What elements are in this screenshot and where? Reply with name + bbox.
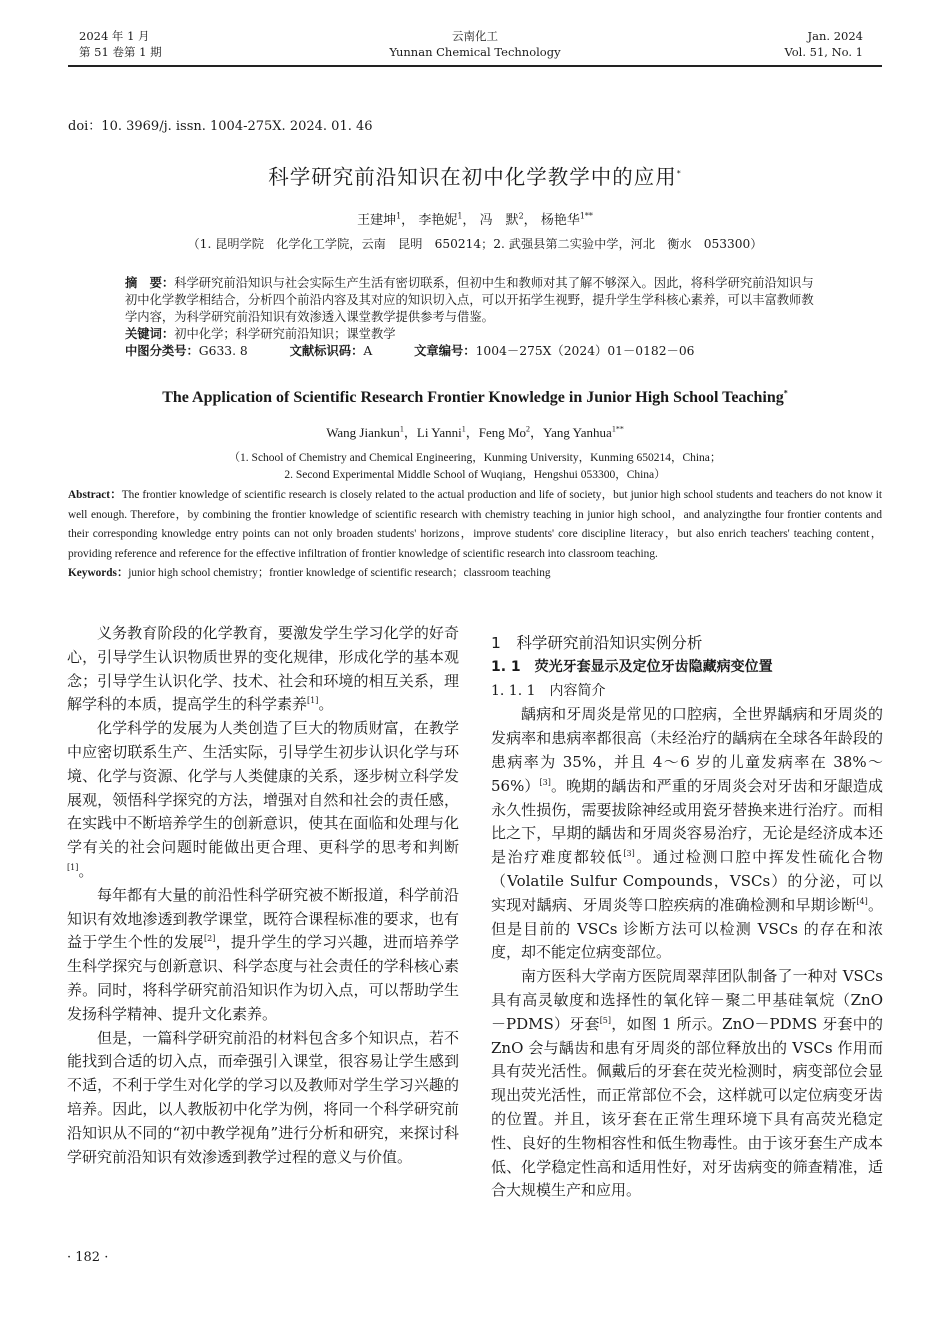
citation: [5] — [599, 1015, 612, 1025]
author-en-affil-mark: 1 — [399, 424, 404, 434]
body-paragraph — [67, 622, 459, 717]
keywords-en — [68, 564, 882, 584]
doi: doi：10. 3969/j. issn. 1004-275X. 2024. 01. 46 — [68, 119, 373, 134]
abstract-cn-body — [125, 275, 825, 326]
header-rule — [68, 65, 882, 67]
paragraph-end: 。 — [78, 861, 94, 880]
citation: [2] — [204, 934, 216, 944]
paper-title-en — [0, 389, 950, 407]
author-affil-mark: 2 — [518, 211, 524, 221]
paragraph-text: 但是，一篇科学研究前沿的材料包含多个知识点，若不能找到合适的切入点，而牵强引入课堂，很容易让学生感到不适，不利于学生对化学的学习以及教师对学生学习兴趣的培养。因此，以人教版初中化学为例，将同一个科学研究前沿知识从不同的“初中教学视角”进行分析和研究，来探讨科学研究前沿知识有效渗透到教学过程的意义与价值。 — [67, 1028, 459, 1166]
journal-name-en: Yunnan Chemical Technology — [389, 45, 561, 59]
author-name: 王建坤 — [357, 213, 397, 228]
paragraph-text: 每年都有大量的前沿性科学研究被不断报道，科学前沿知识有效地渗透到教学课堂，既符合课程标准的要求，也有益于学生个性的发展 — [67, 885, 459, 952]
keywords-cn — [125, 326, 825, 343]
keywords-cn-text: 初中化学；科学研究前沿知识；课堂教学 — [174, 327, 396, 341]
section-heading: 1 科学研究前沿知识实例分析 — [491, 634, 703, 652]
page-number: · 182 · — [67, 1250, 109, 1265]
clc-label: 中图分类号： — [125, 344, 199, 358]
author-en-affil-mark: 1** — [611, 424, 624, 434]
paragraph-text: 。通过检测口腔中挥发性硫化合物（Volatile Sulfur Compounds，VSCs）的分泌，可以实现对龋病、牙周炎等口腔疾病的准确检测和早期诊断 — [491, 848, 883, 914]
citation: [3] — [623, 849, 635, 859]
author-affil-mark: 1** — [579, 211, 593, 221]
author-name: 杨艳华 — [540, 213, 580, 228]
author-name-en: Yang Yanhua — [543, 425, 612, 440]
header-volume: 第 51 卷第 1 期 — [79, 45, 162, 59]
classification-line — [125, 343, 825, 360]
author-list: 王建坤$^1$， 李艳妮$^1$， 冯 默$^2$， 杨艳华$^{1**}$ — [357, 211, 593, 228]
abstract-en-label: Abstract： — [68, 489, 122, 501]
subsubsection-heading: 1. 1. 1 内容简介 — [491, 682, 606, 699]
header-right — [784, 28, 863, 60]
author-name-en: Li Yanni — [416, 425, 462, 440]
subsection-heading: 1. 1 荧光牙套显示及定位牙齿隐藏病变位置 — [491, 658, 773, 675]
body-paragraph — [67, 1027, 459, 1170]
doc-code-value: A — [363, 344, 373, 358]
keywords-en-label: Keywords： — [68, 567, 129, 579]
abstract-en-body — [68, 486, 882, 564]
author-en-affil-mark: 1 — [461, 424, 466, 434]
citation: [4] — [856, 896, 868, 906]
title-footnote-mark: * — [676, 169, 682, 179]
paper-title — [0, 160, 950, 190]
abstract-en-text: The frontier knowledge of scientific research is closely related to the actual production and life of society，but junior high school students and teachers do not know it well enough. Therefore，by combining the frontier knowledge of scientific research with chemistry teaching in junior high school，and analyzingthe four frontier contents and their corresponding knowledge entry points can not only broaden students' horizons，improve students' core discipline literacy，but also enrich teachers' teaching content，providing reference and reference for the effective infiltration of frontier knowledge of scientific research into classroom teaching. — [68, 489, 882, 560]
author-affil-mark: 1 — [396, 211, 402, 221]
author-affil-mark: 1 — [457, 211, 463, 221]
author-name: 李艳妮 — [418, 213, 458, 228]
journal-name-cn: 云南化工 — [452, 29, 498, 43]
affiliation-en-line1: （1. School of Chemistry and Chemical Engineering，Kunming University，Kunming 650214，China； — [228, 452, 722, 464]
body-column-left — [67, 622, 459, 1169]
paragraph-text: 南方医科大学南方医院周翠萍团队制备了一种对 VSCs 具有高灵敏度和选择性的氧化锌－聚二甲基硅氧烷（ZnO－PDMS）牙套 — [491, 967, 883, 1033]
article-no-label: 文章编号： — [414, 344, 476, 358]
keywords-cn-label: 关键词： — [125, 327, 175, 341]
header-volume-en: Vol. 51, No. 1 — [784, 45, 863, 59]
body-paragraph — [67, 884, 459, 1027]
paragraph-text: 。但是目前的 VSCs 诊断方法可以检测 VSCs 的存在和浓度，却不能定位病变部位。 — [491, 895, 883, 962]
body-paragraph — [67, 717, 459, 884]
paragraph-text: 化学科学的发展为人类创造了巨大的物质财富，在教学中应密切联系生产、生活实际，引导学生初步认识化学与环境、化学与资源、化学与人类健康的关系，逐步树立科学发展观，领悟科学探究的方法，增强对自然和社会的责任感，在实践中不断培养学生的创新意识，使其在面临和处理与化学有关的社会问题时能做出更合理、更科学的思考和判断 — [67, 719, 459, 857]
paper-title-text: 科学研究前沿知识在初中化学教学中的应用 — [268, 165, 677, 189]
citation: [1] — [307, 696, 319, 706]
paper-title-en-text: The Application of Scientific Research Frontier Knowledge in Junior High School Teaching — [162, 389, 784, 406]
paragraph-text: 。晚期的龋齿和严重的牙周炎会对牙齿和牙龈造成永久性损伤，需要拔除神经或用瓷牙替换来进行治疗。而相比之下，早期的龋齿和牙周炎容易治疗，无论是经济成本还是治疗难度都较低 — [491, 776, 883, 867]
keywords-en-text: junior high school chemistry；frontier knowledge of scientific research；classroom teaching — [128, 567, 551, 579]
title-en-footnote-mark: * — [783, 388, 788, 398]
header-date-en: Jan. 2024 — [807, 29, 863, 43]
header-date: 2024 年 1 月 — [79, 29, 150, 43]
body-paragraph — [491, 965, 883, 1203]
abstract-cn-text: 科学研究前沿知识与社会实际生产生活有密切联系，但初中生和教师对其了解不够深入。因此，将科学研究前沿知识与初中化学教学相结合，分析四个前沿内容及其对应的知识切入点，可以开拓学生视野，提升学生学科核心素养，可以丰富教师教学内容，为科学研究前沿知识有效渗透入课堂教学提供参考与借鉴。 — [125, 276, 814, 324]
clc-value: G633. 8 — [198, 344, 248, 358]
citation: [1] — [67, 862, 79, 872]
author-list-en: Wang Jiankun$^1$，Li Yanni$^1$，Feng Mo$^2$，Yang Yanhua$^{1**}$ — [326, 424, 624, 440]
paragraph-end: ，提升学生的学习兴趣，进而培养学生科学探究与创新意识、科学态度与社会责任的学科核心素养。同时，将科学研究前沿知识作为切入点，可以帮助学生发扬科学精神、提升文化素养。 — [67, 933, 459, 1023]
author-en-affil-mark: 2 — [526, 424, 531, 434]
author-name-en: Feng Mo — [478, 425, 527, 440]
affiliation-en-line2: 2. Second Experimental Middle School of Wuqiang，Hengshui 053300，China） — [284, 469, 666, 481]
abstract-cn — [125, 275, 825, 360]
paragraph-end: 。 — [318, 695, 334, 714]
paragraph-text: 义务教育阶段的化学教育，要激发学生学习化学的好奇心，引导学生认识物质世界的变化规律，形成化学的基本观念；引导学生认识化学、技术、社会和环境的相互关系，理解学科的本质，提高学生的科学素养 — [67, 624, 459, 714]
paragraph-text: ，如图 1 所示。ZnO－PDMS 牙套中的 ZnO 会与龋齿和患有牙周炎的部位释放出的 VSCs 作用而具有荧光活性。佩戴后的牙套在荧光检测时，病变部位会显现出荧光活性，而正常部位不会，这样就可以定位病变牙齿的位置。并且，该牙套在正常生理环境下具有高荧光稳定性、良好的生物相容性和低生物毒性。由于该牙套生产成本低、化学稳定性高和适用性好，对牙齿病变的筛查精准，适合大规模生产和应用。 — [491, 1014, 884, 1200]
doc-code-label: 文献标识码： — [289, 344, 364, 358]
affiliation: （1. 昆明学院 化学化工学院，云南 昆明 650214；2. 武强县第二实验中学，河北 衡水 053300） — [187, 237, 763, 251]
author-name-en: Wang Jiankun — [326, 425, 400, 440]
author-name: 冯 默 — [479, 213, 519, 228]
paragraph-text: 龋病和牙周炎是常见的口腔病，全世界龋病和牙周炎的发病率和患病率都很高（未经治疗的龋病在全球各年龄段的患病率为 35%，并且 4～6 岁的儿童发病率在 38%～56%） — [491, 705, 883, 795]
article-no-value: 1004－275X（2024）01－0182－06 — [475, 344, 695, 358]
body-column-right — [491, 632, 883, 1203]
affiliation-en — [0, 450, 950, 484]
citation: [3] — [539, 777, 551, 787]
abstract-en — [68, 486, 882, 584]
abstract-cn-label: 摘 要： — [125, 276, 175, 290]
body-paragraph — [491, 703, 883, 965]
